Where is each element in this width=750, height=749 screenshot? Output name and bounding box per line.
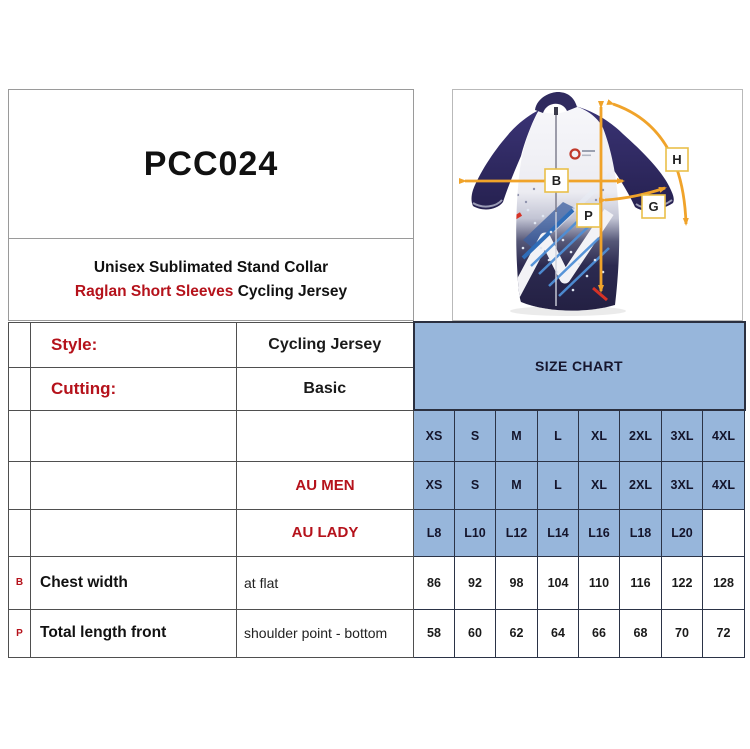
product-description-highlight: Raglan Short Sleeves (74, 282, 234, 300)
label-sleeve-opening (642, 195, 665, 218)
au-lady-size: L10 (455, 509, 496, 556)
au-lady-size: L8 (414, 509, 455, 556)
measurement-code: P (9, 609, 31, 657)
jersey-diagram-image (453, 90, 742, 320)
product-description-line2 (75, 280, 347, 303)
measurement-value: 116 (620, 556, 662, 609)
size-header-cell: M (496, 410, 538, 461)
size-header-cell: 3XL (662, 410, 703, 461)
product-description-rest: Cycling Jersey (233, 282, 348, 300)
empty-cell (31, 410, 237, 461)
measurement-name: Chest width (31, 556, 237, 609)
measurement-value: 98 (496, 556, 538, 609)
empty-cell (9, 509, 31, 556)
svg-text:P: P (584, 208, 593, 223)
measurement-value: 110 (579, 556, 620, 609)
measurement-code: B (9, 556, 31, 609)
empty-cell (31, 509, 237, 556)
au-men-label: AU MEN (237, 461, 414, 509)
au-men-size: 3XL (662, 461, 703, 509)
svg-text:G: G (648, 199, 659, 214)
size-chart-table (8, 321, 746, 658)
measurement-value: 58 (414, 609, 455, 657)
label-front-length (577, 204, 600, 227)
svg-text:B: B (551, 173, 562, 188)
au-men-size: L (538, 461, 579, 509)
label-chest-width (545, 169, 568, 192)
row-total-length (9, 609, 745, 657)
style-label: Style: (31, 322, 237, 367)
measurement-value: 92 (455, 556, 496, 609)
product-code: PCC024 (143, 145, 279, 183)
measurement-value: 66 (579, 609, 620, 657)
au-lady-size: L20 (662, 509, 703, 556)
measurement-method: shoulder point - bottom (237, 609, 414, 657)
row-chest-width (9, 556, 745, 609)
measurement-value: 70 (662, 609, 703, 657)
measurement-value: 62 (496, 609, 538, 657)
style-value: Cycling Jersey (237, 322, 414, 367)
au-lady-size-empty (703, 509, 745, 556)
svg-text:H: H (672, 152, 682, 167)
measurement-value: 60 (455, 609, 496, 657)
row-au-lady (9, 509, 745, 556)
cutting-label: Cutting: (31, 367, 237, 410)
au-men-size: XL (579, 461, 620, 509)
size-header-cell: XL (579, 410, 620, 461)
measurement-name: Total length front (31, 609, 237, 657)
row-size-header (9, 410, 745, 461)
size-header-cell: 4XL (703, 410, 745, 461)
size-header-cell: S (455, 410, 496, 461)
size-chart-title: SIZE CHART (414, 322, 745, 410)
jersey-diagram-box (452, 89, 743, 321)
empty-cell (9, 410, 31, 461)
measurement-value: 122 (662, 556, 703, 609)
empty-cell (31, 461, 237, 509)
size-header-cell: 2XL (620, 410, 662, 461)
au-men-size: S (455, 461, 496, 509)
label-sleeve-length (666, 148, 688, 171)
row-au-men (9, 461, 745, 509)
au-lady-size: L12 (496, 509, 538, 556)
row-style (9, 322, 745, 367)
product-code-box (8, 89, 414, 239)
product-description-line1: Unisex Sublimated Stand Collar (93, 259, 329, 277)
size-header-cell: L (538, 410, 579, 461)
cutting-value: Basic (237, 367, 414, 410)
measurement-value: 68 (620, 609, 662, 657)
size-header-cell: XS (414, 410, 455, 461)
code-cell (9, 322, 31, 367)
empty-cell (237, 410, 414, 461)
au-men-size: 4XL (703, 461, 745, 509)
au-men-size: 2XL (620, 461, 662, 509)
measurement-method: at flat (237, 556, 414, 609)
product-description-box (8, 238, 414, 321)
au-lady-size: L14 (538, 509, 579, 556)
measurement-value: 128 (703, 556, 745, 609)
au-men-size: XS (414, 461, 455, 509)
measurement-value: 64 (538, 609, 579, 657)
measurement-value: 104 (538, 556, 579, 609)
measurement-value: 72 (703, 609, 745, 657)
au-lady-label: AU LADY (237, 509, 414, 556)
au-lady-size: L18 (620, 509, 662, 556)
au-lady-size: L16 (579, 509, 620, 556)
au-men-size: M (496, 461, 538, 509)
measurement-value: 86 (414, 556, 455, 609)
code-cell (9, 367, 31, 410)
empty-cell (9, 461, 31, 509)
